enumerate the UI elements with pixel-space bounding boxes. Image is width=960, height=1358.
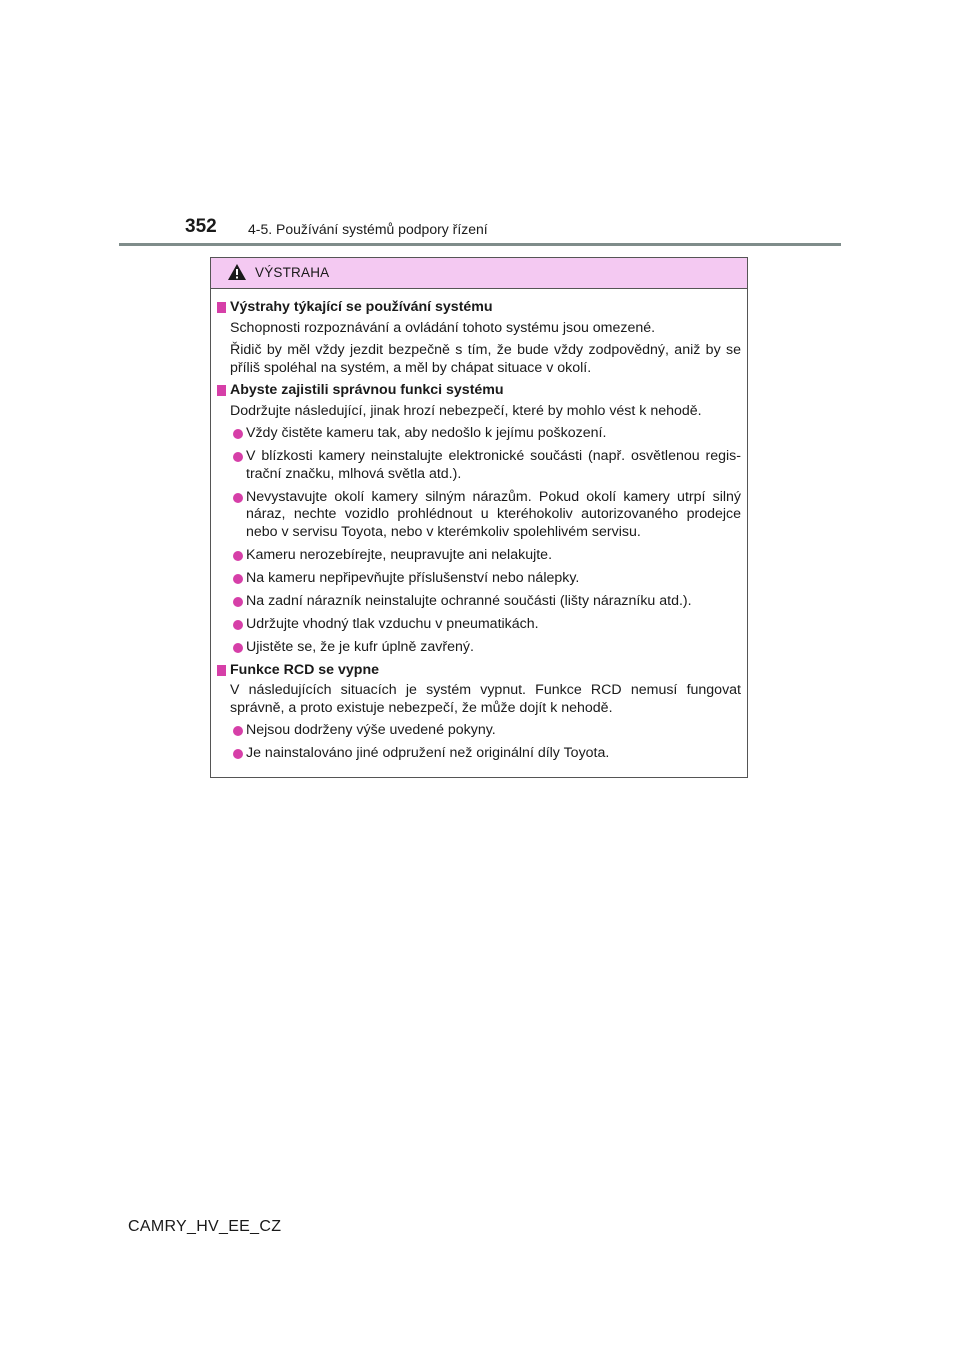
- paragraph: Řidič by měl vždy jezdit bezpečně s tím, že bude vždy zodpovědný, aniž by se příliš spoléhal na systém, a měl by chápat situace v okolí.: [230, 342, 741, 376]
- section-heading: [217, 382, 741, 400]
- warning-title: VÝSTRAHA: [255, 265, 330, 280]
- round-bullet-icon: [233, 551, 243, 561]
- list-item-text: Na kameru nepřipevňujte příslušenství nebo nálepky.: [246, 569, 580, 586]
- page-number: 352: [185, 216, 217, 237]
- list-item: [217, 722, 741, 740]
- square-bullet-icon: [217, 385, 226, 396]
- list-item-text: Nejsou dodrženy výše uvedené pokyny.: [246, 722, 496, 738]
- list-item-text: Na zadní nárazník neinstalujte ochranné součásti (lišty nárazníku atd.).: [246, 592, 692, 609]
- warning-triangle-icon: [227, 263, 247, 281]
- list-item-text: Nevystavujte okolí kamery silným nárazům. Pokud okolí kamery utrpí silný náraz, nechte vozidlo prohlédnout u kteréhokoliv autorizovaného prodejce nebo v servisu Toyota, nebo v kterémkoliv spolehlivém servisu.: [246, 488, 741, 540]
- list-item: [217, 547, 741, 565]
- section-heading: [217, 299, 741, 317]
- list-item-text: Ujistěte se, že je kufr úplně zavřený.: [246, 638, 474, 655]
- list-item-text: Vždy čistěte kameru tak, aby nedošlo k jejímu poškození.: [246, 425, 607, 441]
- paragraph: V následujících situacích je systém vypnut. Funkce RCD nemusí fungovat správně, a proto existuje nebezpečí, že může dojít k nehodě.: [230, 682, 741, 716]
- list-item: [217, 593, 741, 611]
- section-heading: [217, 662, 741, 680]
- section-heading-text: Výstrahy týkající se používání systému: [230, 299, 493, 315]
- round-bullet-icon: [233, 597, 243, 607]
- warning-header: [211, 258, 747, 289]
- round-bullet-icon: [233, 452, 243, 462]
- list-item: [217, 639, 741, 657]
- round-bullet-icon: [233, 493, 243, 503]
- list-item-text: Je nainstalováno jiné odpružení než originální díly Toyota.: [246, 745, 610, 761]
- section-heading-text: Funkce RCD se vypne: [230, 661, 380, 678]
- round-bullet-icon: [233, 726, 243, 736]
- round-bullet-icon: [233, 429, 243, 439]
- warning-body: [211, 289, 747, 763]
- list-item: [217, 448, 741, 483]
- paragraph: Schopnosti rozpoznávání a ovládání tohoto systému jsou omezené.: [230, 319, 656, 336]
- section-title: 4-5. Používání systémů podpory řízení: [248, 221, 488, 237]
- list-item: [217, 616, 741, 634]
- paragraph: Dodržujte následující, jinak hrozí nebezpečí, které by mohlo vést k nehodě.: [230, 402, 702, 419]
- list-item: [217, 425, 741, 443]
- list-item-text: V blízkosti kamery neinstalujte elektronické součásti (např. osvětlenou regis- trační značku, mlhová světla atd.).: [246, 448, 741, 482]
- header-rule: [119, 243, 841, 246]
- round-bullet-icon: [233, 643, 243, 653]
- square-bullet-icon: [217, 665, 226, 676]
- list-item: [217, 489, 741, 542]
- list-item-text: Udržujte vhodný tlak vzduchu v pneumatikách.: [246, 615, 539, 632]
- round-bullet-icon: [233, 574, 243, 584]
- round-bullet-icon: [233, 749, 243, 759]
- square-bullet-icon: [217, 302, 226, 313]
- list-item-text: Kameru nerozebírejte, neupravujte ani nelakujte.: [246, 546, 553, 563]
- document-code: CAMRY_HV_EE_CZ: [128, 1218, 282, 1235]
- list-item: [217, 745, 741, 763]
- list-item: [217, 570, 741, 588]
- round-bullet-icon: [233, 620, 243, 630]
- warning-box: [210, 257, 748, 778]
- section-heading-text: Abyste zajistili správnou funkci systému: [230, 382, 504, 398]
